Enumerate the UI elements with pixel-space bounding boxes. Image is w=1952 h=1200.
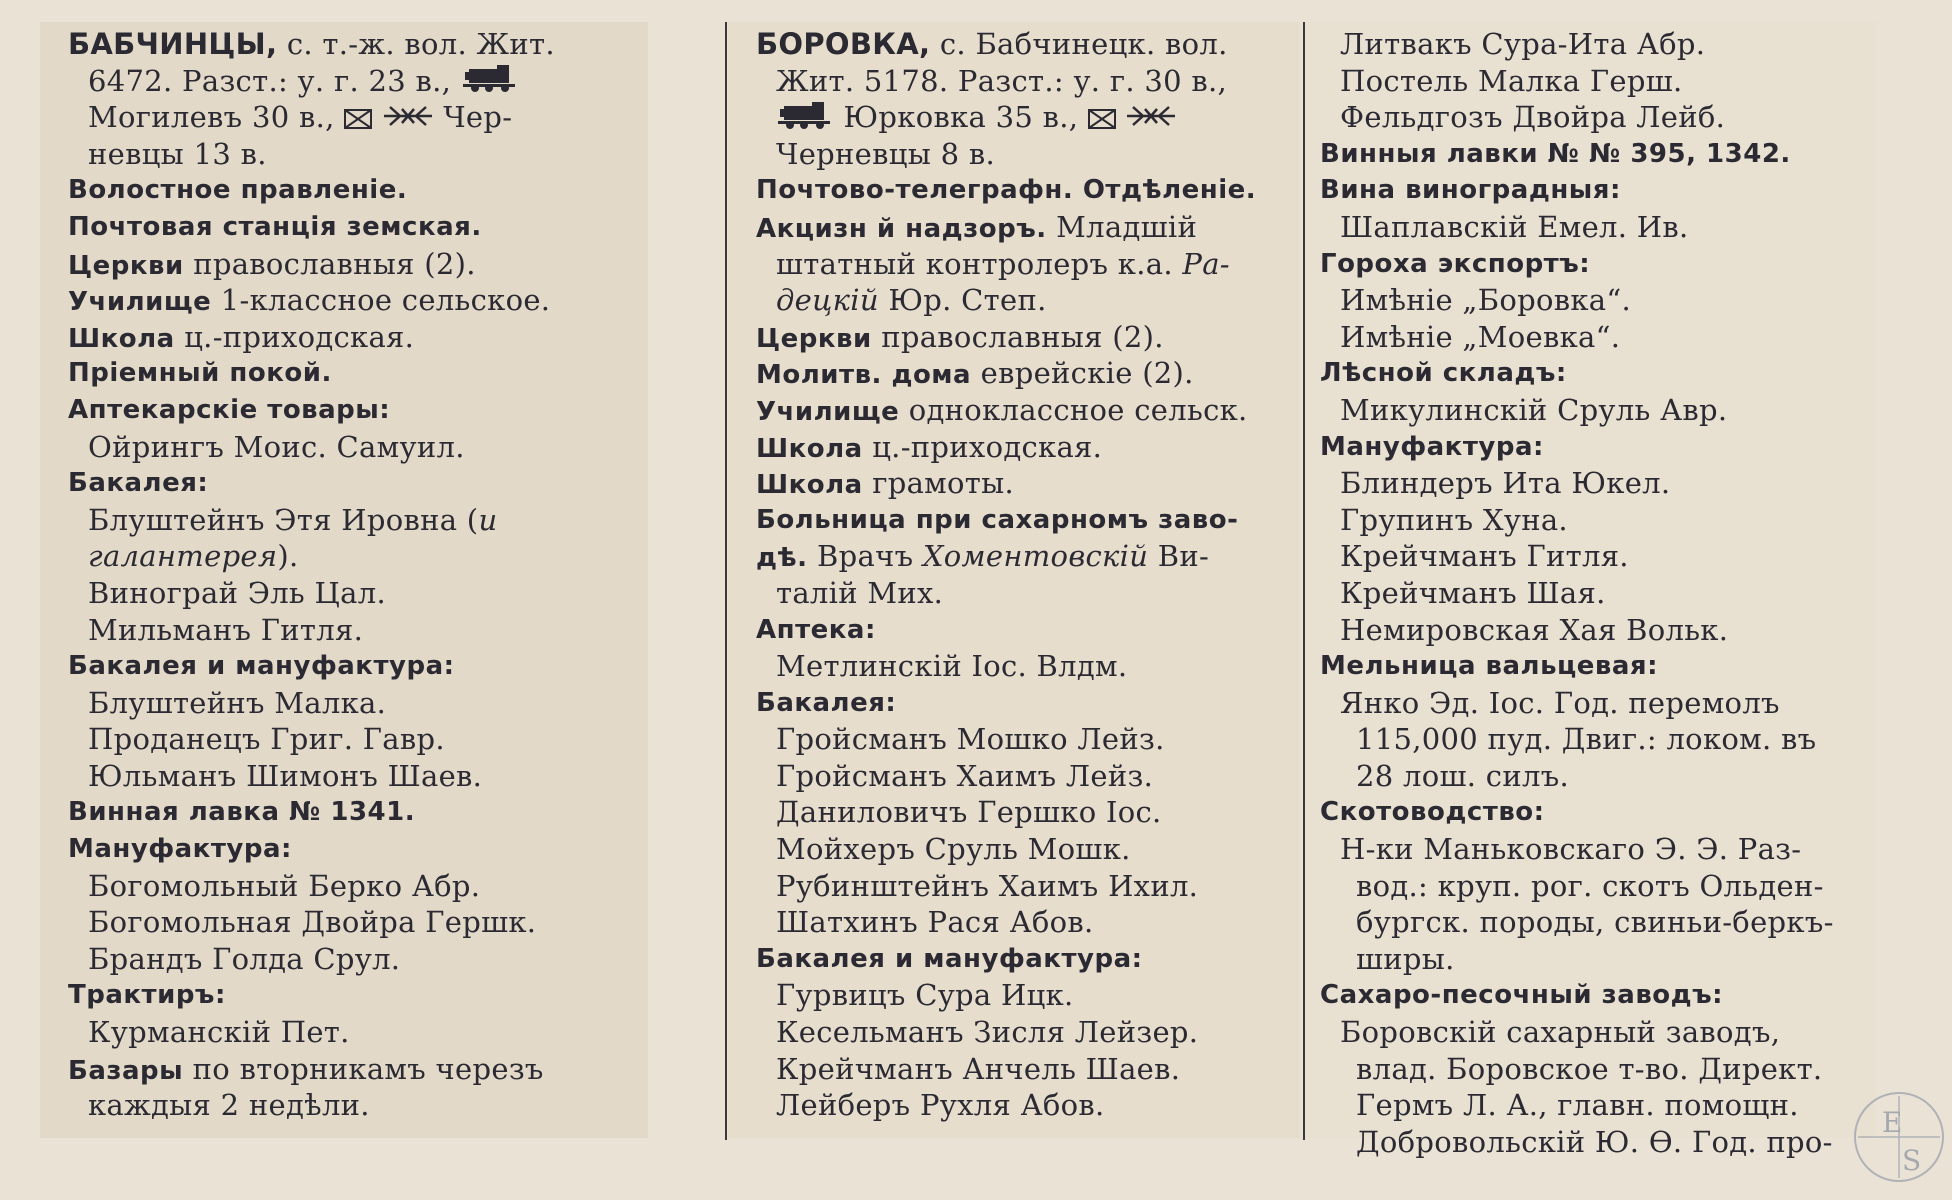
section-heading: Мельница вальцевая: bbox=[1320, 651, 1659, 682]
section-heading: Лѣсной складъ: bbox=[1320, 358, 1567, 389]
list-item: Добровольскій Ю. Ѳ. Год. про- bbox=[1356, 1124, 1833, 1159]
column-divider bbox=[1303, 22, 1305, 1140]
telegraph-icon bbox=[1125, 101, 1177, 138]
list-item: Микулинскій Сруль Авр. bbox=[1340, 392, 1728, 427]
section-heading: Волостное правленіе. bbox=[68, 175, 408, 206]
section-heading: Трактиръ: bbox=[68, 980, 226, 1011]
list-item: Крейчманъ Гитля. bbox=[1340, 539, 1629, 574]
list-item: Имѣніе „Боровка“. bbox=[1340, 283, 1632, 318]
list-item: Богомольная Двойра Гершк. bbox=[88, 905, 537, 940]
list-item: Постель Малка Герш. bbox=[1340, 63, 1683, 98]
section-heading: Аптекарскіе товары: bbox=[68, 394, 391, 425]
entry-line: Школа ц.-приходская. bbox=[756, 429, 1103, 464]
list-item: Винограй Эль Цал. bbox=[88, 575, 386, 610]
entry-line: Училище 1-классное сельское. bbox=[68, 283, 551, 318]
section-heading: Скотоводство: bbox=[1320, 797, 1545, 828]
entry-line: БОРОВКА, с. Бабчинецк. вол. bbox=[756, 27, 1228, 61]
list-item: Рубинштейнъ Хаимъ Ихил. bbox=[776, 868, 1199, 903]
list-item: Боровскій сахарный заводъ, bbox=[1340, 1015, 1781, 1050]
list-item: Брандъ Голда Срул. bbox=[88, 941, 401, 976]
list-item: 28 лош. силъ. bbox=[1356, 758, 1569, 793]
entry-line: Церкви православныя (2). bbox=[756, 319, 1164, 354]
post-envelope-icon bbox=[344, 101, 372, 138]
column-borovka-continued bbox=[1306, 22, 1876, 1159]
list-item: галантерея). bbox=[88, 539, 299, 574]
list-item: Крейчманъ Шая. bbox=[1340, 575, 1606, 610]
list-item: Немировская Хая Вольк. bbox=[1340, 612, 1729, 647]
entry-line: дѣ. Врачъ Хоментовскій Ви- bbox=[756, 539, 1210, 574]
list-item: Крейчманъ Анчель Шаев. bbox=[776, 1051, 1181, 1086]
list-item: Даниловичъ Гершко Іос. bbox=[776, 795, 1162, 830]
entry-line: Юрковка 35 в., bbox=[756, 99, 1288, 136]
entry-line: Молитв. дома еврейскіе (2). bbox=[756, 356, 1194, 391]
railway-train-icon bbox=[461, 63, 519, 102]
watermark-stamp bbox=[1854, 1092, 1944, 1182]
list-item: Групинъ Хуна. bbox=[1340, 502, 1568, 537]
entry-line: БАБЧИНЦЫ, с. т.-ж. вол. Жит. bbox=[68, 27, 555, 61]
section-heading: Вина виноградныя: bbox=[1320, 175, 1621, 206]
entry-line: децкій Юр. Степ. bbox=[776, 283, 1047, 318]
section-heading: Сахаро-песочный заводъ: bbox=[1320, 980, 1724, 1011]
list-item: влад. Боровское т-во. Директ. bbox=[1356, 1051, 1823, 1086]
list-item: Шатхинъ Рася Абов. bbox=[776, 905, 1094, 940]
section-heading: Почтово-телеграфн. Отдѣленіе. bbox=[756, 175, 1257, 206]
list-item: Гермъ Л. А., главн. помощн. bbox=[1356, 1088, 1799, 1123]
entry-line: Школа грамоты. bbox=[756, 466, 1015, 501]
list-item: Литвакъ Сура-Ита Абр. bbox=[1340, 27, 1706, 61]
entry-line: штатный контролеръ к.а. Ра- bbox=[776, 246, 1230, 281]
section-heading: Бакалея и мануфактура: bbox=[756, 943, 1143, 974]
column-borovka bbox=[728, 22, 1300, 1138]
list-item: Юльманъ Шимонъ Шаев. bbox=[88, 758, 483, 793]
railway-train-icon bbox=[776, 100, 834, 139]
list-item: Лейберъ Рухля Абов. bbox=[776, 1088, 1105, 1123]
list-item: Фельдгозъ Двойра Лейб. bbox=[1340, 100, 1726, 135]
list-item: Проданецъ Григ. Гавр. bbox=[88, 722, 445, 757]
entry-line: невцы 13 в. bbox=[88, 136, 267, 171]
entry-line: Черневцы 8 в. bbox=[776, 136, 996, 171]
telegraph-icon bbox=[382, 101, 434, 138]
list-item: Курманскій Пет. bbox=[88, 1015, 350, 1050]
entry-line: Акцизн й надзоръ. Младшій bbox=[756, 209, 1198, 244]
section-heading: Бакалея: bbox=[756, 687, 897, 718]
place-name: БАБЧИНЦЫ, bbox=[68, 27, 278, 61]
list-item: Шаплавскій Емел. Ив. bbox=[1340, 209, 1689, 244]
section-heading: Аптека: bbox=[756, 614, 876, 645]
stamp-letter-e: E bbox=[1882, 1106, 1903, 1139]
section-heading: Больница при сахарномъ заво- bbox=[756, 504, 1239, 535]
entry-line: Школа ц.-приходская. bbox=[68, 319, 415, 354]
entry-line: каждыя 2 недѣли. bbox=[88, 1088, 370, 1123]
entry-line: Церкви православныя (2). bbox=[68, 246, 476, 281]
list-item: Гройсманъ Хаимъ Лейз. bbox=[776, 758, 1154, 793]
list-item: Гурвицъ Сура Ицк. bbox=[776, 978, 1074, 1013]
column-babchintsy bbox=[40, 22, 648, 1138]
section-heading: Пріемный покой. bbox=[68, 358, 332, 389]
list-item: Мойхеръ Сруль Мошк. bbox=[776, 832, 1131, 867]
post-envelope-icon bbox=[1088, 101, 1116, 138]
list-item: вод.: круп. рог. скотъ Ольден- bbox=[1356, 868, 1824, 903]
entry-line: талій Мих. bbox=[776, 575, 944, 610]
section-heading: Винныя лавки № № 395, 1342. bbox=[1320, 138, 1791, 169]
stamp-letter-s: S bbox=[1902, 1144, 1922, 1177]
list-item: ширы. bbox=[1356, 941, 1455, 976]
list-item: Янко Эд. Іос. Год. перемолъ bbox=[1340, 685, 1780, 720]
section-heading: Гороха экспортъ: bbox=[1320, 248, 1591, 279]
section-heading: Мануфактура: bbox=[68, 834, 292, 865]
section-heading: Бакалея: bbox=[68, 468, 209, 499]
section-heading: Мануфактура: bbox=[1320, 431, 1544, 462]
list-item: Блуштейнъ Этя Ировна (и bbox=[88, 502, 498, 537]
section-heading: Винная лавка № 1341. bbox=[68, 797, 416, 828]
list-item: Богомольный Берко Абр. bbox=[88, 868, 481, 903]
list-item: бургск. породы, свиньи-беркъ- bbox=[1356, 905, 1834, 940]
list-item: Метлинскій Іос. Влдм. bbox=[776, 649, 1128, 684]
section-heading: Бакалея и мануфактура: bbox=[68, 651, 455, 682]
list-item: Н-ки Маньковскаго Э. Э. Раз- bbox=[1340, 832, 1802, 867]
list-item: 115,000 пуд. Двиг.: локом. въ bbox=[1356, 722, 1817, 757]
entry-line: Могилевъ 30 в., Чер- bbox=[68, 99, 636, 136]
entry-line: Училище одноклассное сельск. bbox=[756, 392, 1248, 427]
section-heading: Почтовая станція земская. bbox=[68, 211, 482, 242]
list-item: Гройсманъ Мошко Лейз. bbox=[776, 722, 1165, 757]
list-item: Мильманъ Гитля. bbox=[88, 612, 364, 647]
list-item: Ойрингъ Моис. Самуил. bbox=[88, 429, 465, 464]
list-item: Кесельманъ Зисля Лейзер. bbox=[776, 1015, 1199, 1050]
place-name: БОРОВКА, bbox=[756, 27, 931, 61]
list-item: Блуштейнъ Малка. bbox=[88, 685, 387, 720]
entry-line: Базары по вторникамъ черезъ bbox=[68, 1051, 544, 1086]
entry-line: Жит. 5178. Разст.: у. г. 30 в., bbox=[776, 63, 1228, 98]
list-item: Блиндеръ Ита Юкел. bbox=[1340, 466, 1671, 501]
entry-line: 6472. Разст.: у. г. 23 в., bbox=[68, 63, 636, 100]
list-item: Имѣніе „Моевка“. bbox=[1340, 319, 1621, 354]
column-divider bbox=[725, 22, 727, 1140]
